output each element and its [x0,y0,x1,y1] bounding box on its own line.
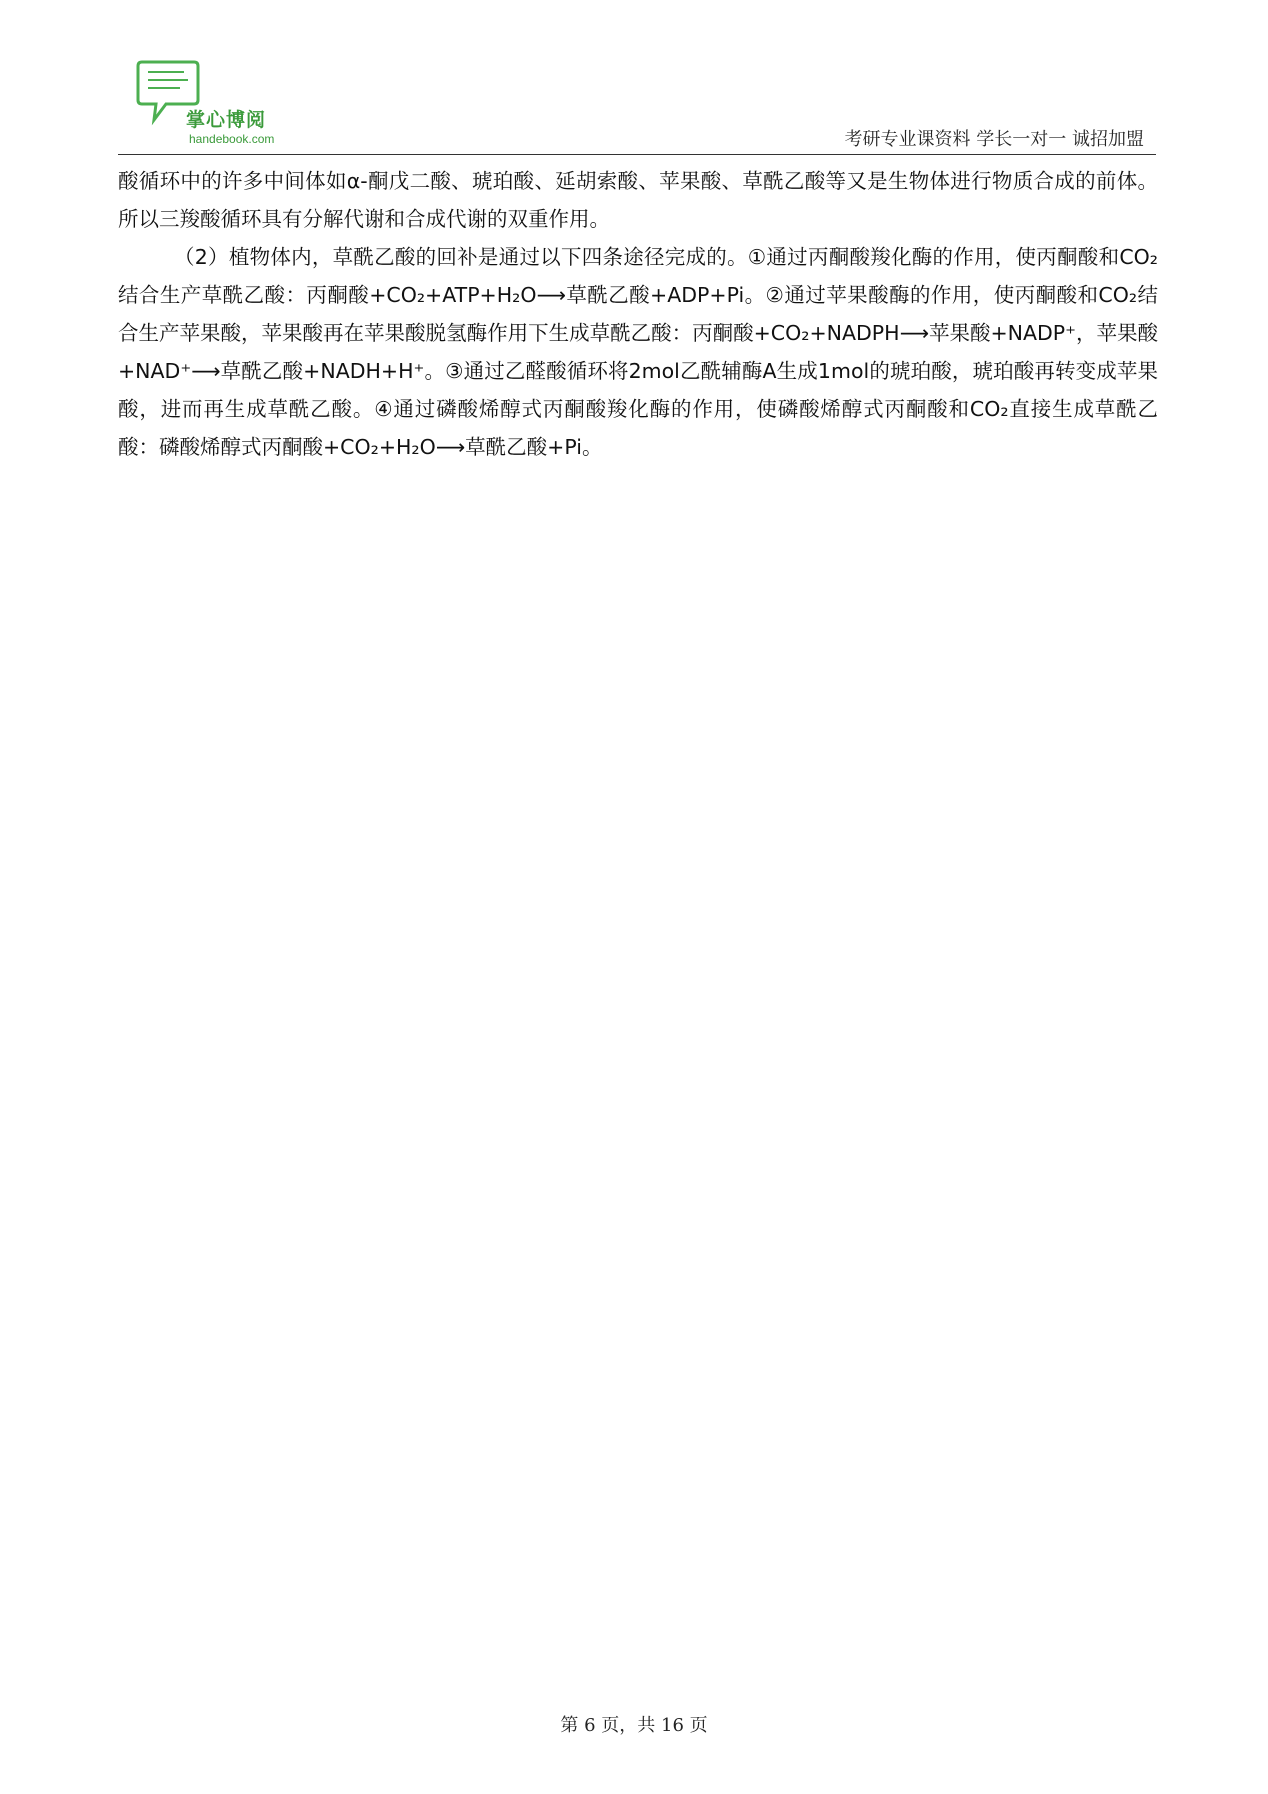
logo-url: handebook.com [189,132,275,146]
page-header [118,58,1156,156]
paragraph-2: （2）植物体内，草酰乙酸的回补是通过以下四条途径完成的。①通过丙酮酸羧化酶的作用，使丙酮酸和CO₂结合生产草酰乙酸：丙酮酸+CO₂+ATP+H₂O⟶草酰乙酸+ADP+Pi。②通过苹果酸酶的作用，使丙酮酸和CO₂结合生产苹果酸，苹果酸再在苹果酸脱氢酶作用下生成草酰乙酸：丙酮酸+CO₂+NADPH⟶苹果酸+NADP⁺，苹果酸+NAD⁺⟶草酰乙酸+NADH+H⁺。③通过乙醛酸循环将2mol乙酰辅酶A生成1mol的琥珀酸，琥珀酸再转变成苹果酸，进而再生成草酰乙酸。④通过磷酸烯醇式丙酮酸羧化酶的作用，使磷酸烯醇式丙酮酸和CO₂直接生成草酰乙酸：磷酸烯醇式丙酮酸+CO₂+H₂O⟶草酰乙酸+Pi。 [118,245,1158,459]
page-number: 第 6 页，共 16 页 [560,1715,708,1736]
logo [136,60,336,146]
logo-name: 掌心博阅 [186,109,267,131]
header-slogan: 考研专业课资料 学长一对一 诚招加盟 [844,129,1144,150]
paragraph-1: 酸循环中的许多中间体如α-酮戊二酸、琥珀酸、延胡索酸、苹果酸、草酰乙酸等又是生物体进行物质合成的前体。所以三羧酸循环具有分解代谢和合成代谢的双重作用。 [118,169,1158,231]
header-divider [118,154,1156,155]
document-body [118,162,1158,466]
